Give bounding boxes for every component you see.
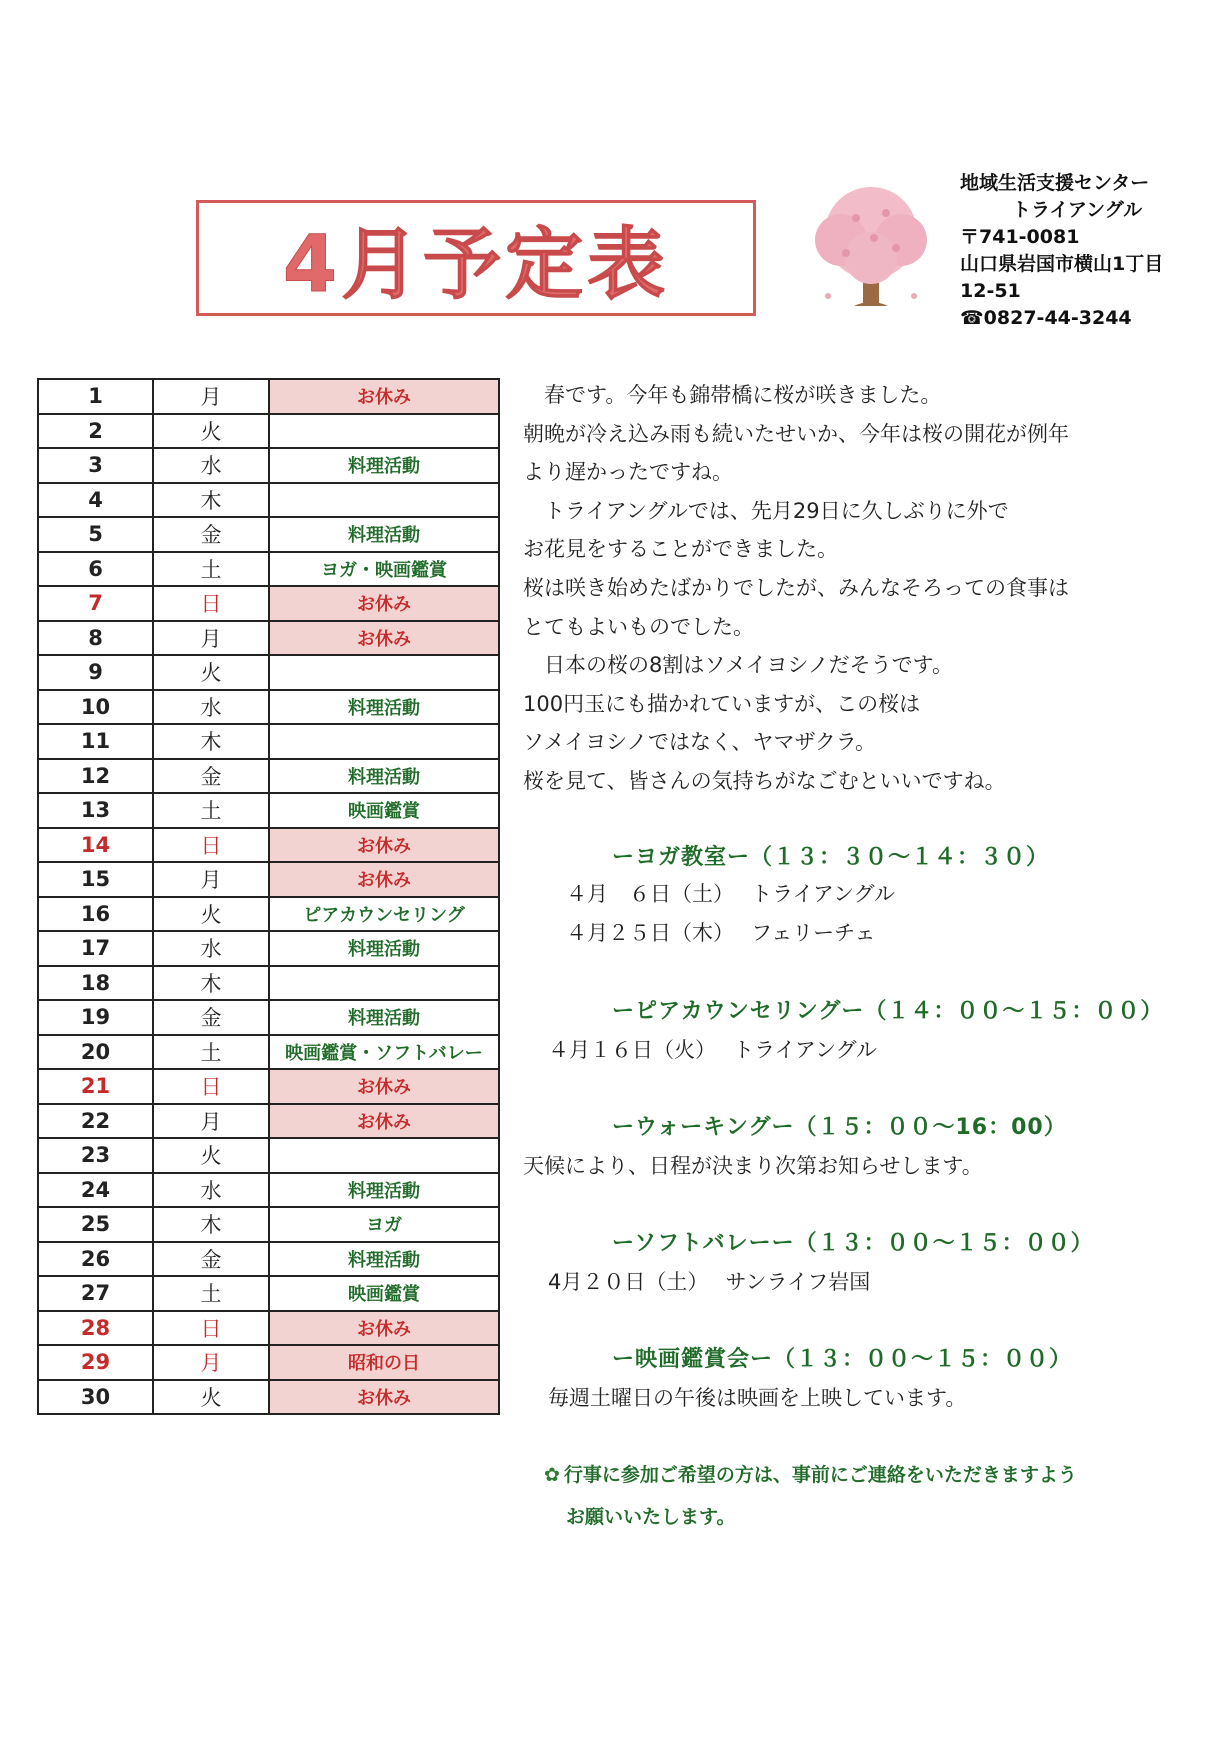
table-row xyxy=(38,1345,499,1380)
message-line: 日本の桜の8割はソメイヨシノだそうです。 xyxy=(523,653,953,678)
day-cell: 26 xyxy=(38,1242,153,1277)
day-cell: 18 xyxy=(38,966,153,1001)
schedule-table-body xyxy=(38,379,499,1414)
table-row xyxy=(38,1242,499,1277)
weekday-cell: 木 xyxy=(153,1207,269,1242)
table-row xyxy=(38,483,499,518)
org-name: 地域生活支援センター xyxy=(960,172,1150,194)
note-line-1: 行事に参加ご希望の方は、事前にご連絡をいただきますよう xyxy=(563,1464,1077,1486)
weekday-cell: 木 xyxy=(153,724,269,759)
day-cell: 13 xyxy=(38,793,153,828)
walking-heading: ーウォーキングー（１５：００～16：00） xyxy=(612,1115,1067,1140)
org-name-2: トライアングル xyxy=(1012,199,1143,221)
day-cell: 4 xyxy=(38,483,153,518)
flower-icon: ✿ xyxy=(544,1464,560,1486)
day-cell: 27 xyxy=(38,1276,153,1311)
schedule-table xyxy=(37,378,500,1415)
phone-line xyxy=(960,305,1210,332)
table-row xyxy=(38,552,499,587)
event-cell: お休み xyxy=(269,1311,499,1346)
event-cell xyxy=(269,966,499,1001)
day-cell: 25 xyxy=(38,1207,153,1242)
weekday-cell: 月 xyxy=(153,1345,269,1380)
table-row xyxy=(38,517,499,552)
weekday-cell: 木 xyxy=(153,483,269,518)
weekday-cell: 火 xyxy=(153,414,269,449)
event-cell: お休み xyxy=(269,586,499,621)
weekday-cell: 日 xyxy=(153,828,269,863)
weekday-cell: 水 xyxy=(153,448,269,483)
event-cell: お休み xyxy=(269,1069,499,1104)
weekday-cell: 土 xyxy=(153,552,269,587)
phone-number: 0827-44-3244 xyxy=(983,307,1132,329)
message-line: より遅かったですね。 xyxy=(523,460,733,485)
table-row xyxy=(38,793,499,828)
event-cell: 料理活動 xyxy=(269,690,499,725)
event-cell: 映画鑑賞 xyxy=(269,793,499,828)
peer-counseling-date: ４月１６日（火） トライアングル xyxy=(548,1038,878,1062)
event-cell: お休み xyxy=(269,828,499,863)
message-line: ソメイヨシノではなく、ヤマザクラ。 xyxy=(523,730,877,755)
postal-code: 〒741-0081 xyxy=(960,226,1080,248)
day-cell: 15 xyxy=(38,862,153,897)
table-row xyxy=(38,690,499,725)
event-cell xyxy=(269,414,499,449)
movie-note: 毎週土曜日の午後は映画を上映しています。 xyxy=(548,1386,967,1410)
table-row xyxy=(38,379,499,414)
table-row xyxy=(38,897,499,932)
day-cell: 28 xyxy=(38,1311,153,1346)
peer-counseling-heading: ーピアカウンセリングー（１４：００～１５：００） xyxy=(612,999,1164,1024)
day-cell: 12 xyxy=(38,759,153,794)
day-cell: 5 xyxy=(38,517,153,552)
weekday-cell: 水 xyxy=(153,690,269,725)
day-cell: 19 xyxy=(38,1000,153,1035)
weekday-cell: 火 xyxy=(153,1380,269,1415)
event-cell: 昭和の日 xyxy=(269,1345,499,1380)
table-row xyxy=(38,759,499,794)
day-cell: 29 xyxy=(38,1345,153,1380)
day-cell: 1 xyxy=(38,379,153,414)
weekday-cell: 土 xyxy=(153,1035,269,1070)
weekday-cell: 月 xyxy=(153,379,269,414)
table-row xyxy=(38,724,499,759)
event-cell: 料理活動 xyxy=(269,517,499,552)
weekday-cell: 日 xyxy=(153,1069,269,1104)
yoga-heading: ーヨガ教室ー（１３：３０～１４：３０） xyxy=(612,845,1050,870)
yoga-date-1: ４月 ６日（土） トライアングル xyxy=(566,882,896,906)
weekday-cell: 金 xyxy=(153,1242,269,1277)
event-cell: 料理活動 xyxy=(269,1242,499,1277)
phone-icon: ☎ xyxy=(960,307,984,329)
day-cell: 2 xyxy=(38,414,153,449)
event-cell: ヨガ xyxy=(269,1207,499,1242)
event-cell xyxy=(269,655,499,690)
message-line: とてもよいものでした。 xyxy=(523,614,754,639)
weekday-cell: 金 xyxy=(153,517,269,552)
event-cell: 映画鑑賞 xyxy=(269,1276,499,1311)
page-title: 4月予定表 xyxy=(282,220,670,310)
day-cell: 3 xyxy=(38,448,153,483)
event-cell: 映画鑑賞・ソフトバレー xyxy=(269,1035,499,1070)
title-box xyxy=(196,200,756,316)
yoga-date-2: ４月２５日（木） フェリーチェ xyxy=(566,921,876,945)
weekday-cell: 水 xyxy=(153,1173,269,1208)
day-cell: 9 xyxy=(38,655,153,690)
softball-date: 4月２０日（土） サンライフ岩国 xyxy=(548,1270,871,1294)
event-cell: お休み xyxy=(269,1380,499,1415)
event-cell: 料理活動 xyxy=(269,1000,499,1035)
table-row xyxy=(38,862,499,897)
table-row xyxy=(38,655,499,690)
message-body xyxy=(523,376,1213,801)
weekday-cell: 金 xyxy=(153,1000,269,1035)
event-cell xyxy=(269,724,499,759)
weekday-cell: 金 xyxy=(153,759,269,794)
message-line: トライアングルでは、先月29日に久しぶりに外で xyxy=(523,498,1009,523)
event-cell xyxy=(269,483,499,518)
weekday-cell: 火 xyxy=(153,1138,269,1173)
weekday-cell: 日 xyxy=(153,586,269,621)
weekday-cell: 月 xyxy=(153,862,269,897)
day-cell: 24 xyxy=(38,1173,153,1208)
table-row xyxy=(38,448,499,483)
message-line: お花見をすることができました。 xyxy=(523,537,838,562)
day-cell: 30 xyxy=(38,1380,153,1415)
event-cell: 料理活動 xyxy=(269,759,499,794)
participation-note xyxy=(544,1454,1184,1538)
day-cell: 10 xyxy=(38,690,153,725)
day-cell: 21 xyxy=(38,1069,153,1104)
table-row xyxy=(38,931,499,966)
table-row xyxy=(38,586,499,621)
event-cell: 料理活動 xyxy=(269,448,499,483)
weekday-cell: 土 xyxy=(153,1276,269,1311)
weekday-cell: 火 xyxy=(153,897,269,932)
weekday-cell: 日 xyxy=(153,1311,269,1346)
table-row xyxy=(38,1380,499,1415)
message-line: 桜は咲き始めたばかりでしたが、みんなそろっての食事は xyxy=(523,575,1069,600)
event-cell: お休み xyxy=(269,1104,499,1139)
message-line: 朝晩が冷え込み雨も続いたせいか、今年は桜の開花が例年 xyxy=(523,421,1069,446)
table-row xyxy=(38,414,499,449)
weekday-cell: 土 xyxy=(153,793,269,828)
day-cell: 17 xyxy=(38,931,153,966)
table-row xyxy=(38,1173,499,1208)
cherry-tree-icon xyxy=(806,178,936,318)
weekday-cell: 月 xyxy=(153,1104,269,1139)
day-cell: 7 xyxy=(38,586,153,621)
table-row xyxy=(38,828,499,863)
table-row xyxy=(38,1104,499,1139)
table-row xyxy=(38,1069,499,1104)
event-cell: ヨガ・映画鑑賞 xyxy=(269,552,499,587)
day-cell: 14 xyxy=(38,828,153,863)
table-row xyxy=(38,966,499,1001)
table-row xyxy=(38,1035,499,1070)
weekday-cell: 火 xyxy=(153,655,269,690)
address-line-2: 12-51 xyxy=(960,280,1021,302)
weekday-cell: 月 xyxy=(153,621,269,656)
day-cell: 22 xyxy=(38,1104,153,1139)
weekday-cell: 木 xyxy=(153,966,269,1001)
weekday-cell: 水 xyxy=(153,931,269,966)
walking-note: 天候により、日程が決まり次第お知らせします。 xyxy=(523,1154,983,1178)
event-cell: 料理活動 xyxy=(269,931,499,966)
message-line: 春です。今年も錦帯橋に桜が咲きました。 xyxy=(523,383,942,407)
day-cell: 20 xyxy=(38,1035,153,1070)
event-cell: 料理活動 xyxy=(269,1173,499,1208)
table-row xyxy=(38,1276,499,1311)
event-cell: お休み xyxy=(269,379,499,414)
movie-heading: ー映画鑑賞会ー（１３：００～１５：００） xyxy=(612,1347,1073,1372)
event-cell: ピアカウンセリング xyxy=(269,897,499,932)
softball-heading: ーソフトバレーー（１３：００～１５：００） xyxy=(612,1231,1094,1256)
table-row xyxy=(38,1000,499,1035)
table-row xyxy=(38,1207,499,1242)
day-cell: 6 xyxy=(38,552,153,587)
table-row xyxy=(38,1311,499,1346)
event-cell xyxy=(269,1138,499,1173)
address-line-1: 山口県岩国市横山1丁目 xyxy=(960,253,1164,275)
note-line-2: お願いいたします。 xyxy=(566,1506,736,1528)
day-cell: 23 xyxy=(38,1138,153,1173)
day-cell: 8 xyxy=(38,621,153,656)
table-row xyxy=(38,1138,499,1173)
org-info xyxy=(960,170,1210,332)
message-line: 桜を見て、皆さんの気持ちがなごむといいですね。 xyxy=(523,768,1006,793)
event-cell: お休み xyxy=(269,862,499,897)
event-cell: お休み xyxy=(269,621,499,656)
day-cell: 11 xyxy=(38,724,153,759)
day-cell: 16 xyxy=(38,897,153,932)
table-row xyxy=(38,621,499,656)
message-line: 100円玉にも描かれていますが、この桜は xyxy=(523,691,921,716)
